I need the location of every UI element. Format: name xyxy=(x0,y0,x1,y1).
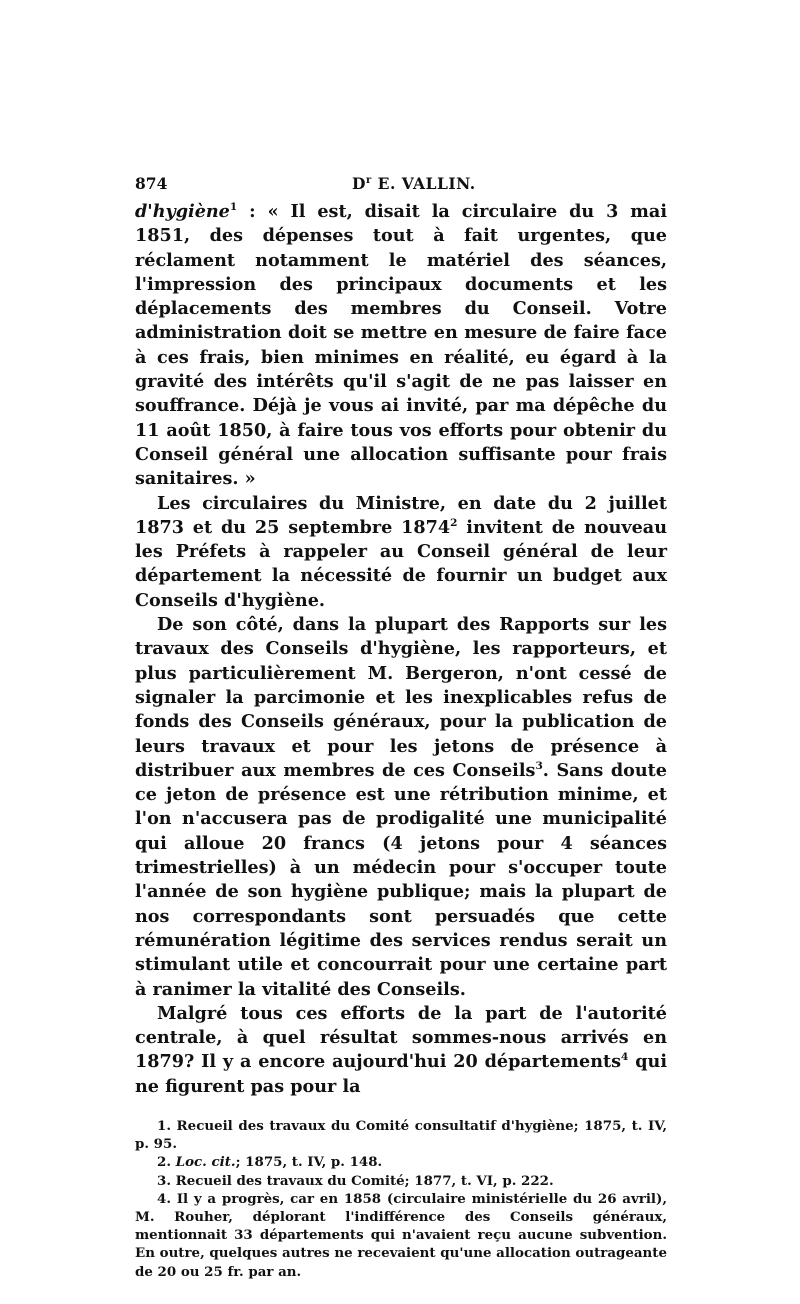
footnote-2-num: 2. xyxy=(157,1154,176,1171)
footnote-2-italic: Loc. cit. xyxy=(175,1154,236,1171)
paragraph-3 xyxy=(135,613,667,1002)
title-prefix: D xyxy=(352,174,366,193)
footnote-2 xyxy=(135,1153,667,1171)
paragraph-1 xyxy=(135,200,667,492)
paragraph-1-italic: d'hygiène xyxy=(135,201,230,222)
footnote-3: 3. Recueil des travaux du Comité; 1877, t. VI, p. 222. xyxy=(157,1172,554,1189)
footnote-ref-4: 4 xyxy=(621,1051,629,1064)
title-sup: r xyxy=(365,174,372,186)
running-header xyxy=(135,170,667,200)
footnotes xyxy=(135,1117,667,1281)
running-title xyxy=(352,174,476,193)
paragraph-4-end: qui ne figurent pas pour la xyxy=(135,1051,668,1097)
paragraph-1-text: : « Il est, disait la circulaire du 3 mai 1851, des dépenses tout à fait urgentes, que réclament notamment le matériel des séances, l'impression des principaux documents et les déplacements des membres du Conseil. Votre administration doit se mettre en mesure de faire face à ces frais, bien minimes en réalité, eu égard à la gravité des intérêts qu'il s'agit de ne pas laisser en souffrance. Déjà je vous ai invité, par ma dépêche du 11 août 1850, à faire tous vos efforts pour obtenir du Conseil général une allocation suffisante pour frais sanitaires. » xyxy=(135,201,667,490)
paragraph-4 xyxy=(135,1002,667,1099)
paragraph-2-start: Les circulaires du Ministre, en date du 2 juillet 1873 et du 25 septembre 1874 xyxy=(135,492,667,538)
footnote-ref-3: 3 xyxy=(535,759,543,772)
title-rest: E. VALLIN. xyxy=(371,174,476,193)
paragraph-4-start: Malgré tous ces efforts de la part de l'autorité centrale, à quel résultat sommes-nous arrivés en 1879? Il y a encore aujourd'hui 20 départements xyxy=(135,1002,667,1073)
footnote-4: 4. Il y a progrès, car en 1858 (circulaire ministérielle du 26 avril), M. Rouher, déplorant l'indifférence des Conseils généraux, mentionnait 33 départements qui n'avaient reçu aucune subvention. En outre, quelques autres ne recevaient qu'une allocation outrageante de 20 ou 25 fr. par an. xyxy=(135,1190,667,1280)
body-text xyxy=(135,200,667,1099)
paragraph-2 xyxy=(135,492,667,613)
paragraph-3-start: De son côté, dans la plupart des Rapports sur les travaux des Conseils d'hygiène, les rapporteurs, et plus particulièrement M. Bergeron, n'ont cessé de signaler la parcimonie et les inexplicables refus de fonds des Conseils généraux, pour la publication de leurs travaux et pour les jetons de présence à distribuer aux membres de ces Conseils xyxy=(135,614,667,781)
paragraph-3-end: . Sans doute ce jeton de présence est une rétribution minime, et l'on n'accusera pas de prodigalité une municipalité qui alloue 20 francs (4 jetons pour 4 séances trimestrielles) à un médecin pour s'occuper toute l'année de son hygiène publique; mais la plupart de nos correspondants sont persuadés que cette rémunération légitime des services rendus serait un stimulant utile et concourrait pour une certaine part à ranimer la vitalité des Conseils. xyxy=(135,759,667,1000)
footnote-2-rest: ; 1875, t. IV, p. 148. xyxy=(235,1154,383,1171)
page-number: 874 xyxy=(135,174,168,193)
footnote-1: 1. Recueil des travaux du Comité consultatif d'hygiène; 1875, t. IV, p. 95. xyxy=(135,1117,667,1153)
footnote-ref-1: 1 xyxy=(229,201,238,214)
footnote-ref-2: 2 xyxy=(450,517,458,529)
book-page xyxy=(135,170,667,1281)
paragraph-2-end: invitent de nouveau les Préfets à rappeler au Conseil général de leur département la nécessité de fournir un budget aux Conseils d'hygiène. xyxy=(135,516,667,611)
